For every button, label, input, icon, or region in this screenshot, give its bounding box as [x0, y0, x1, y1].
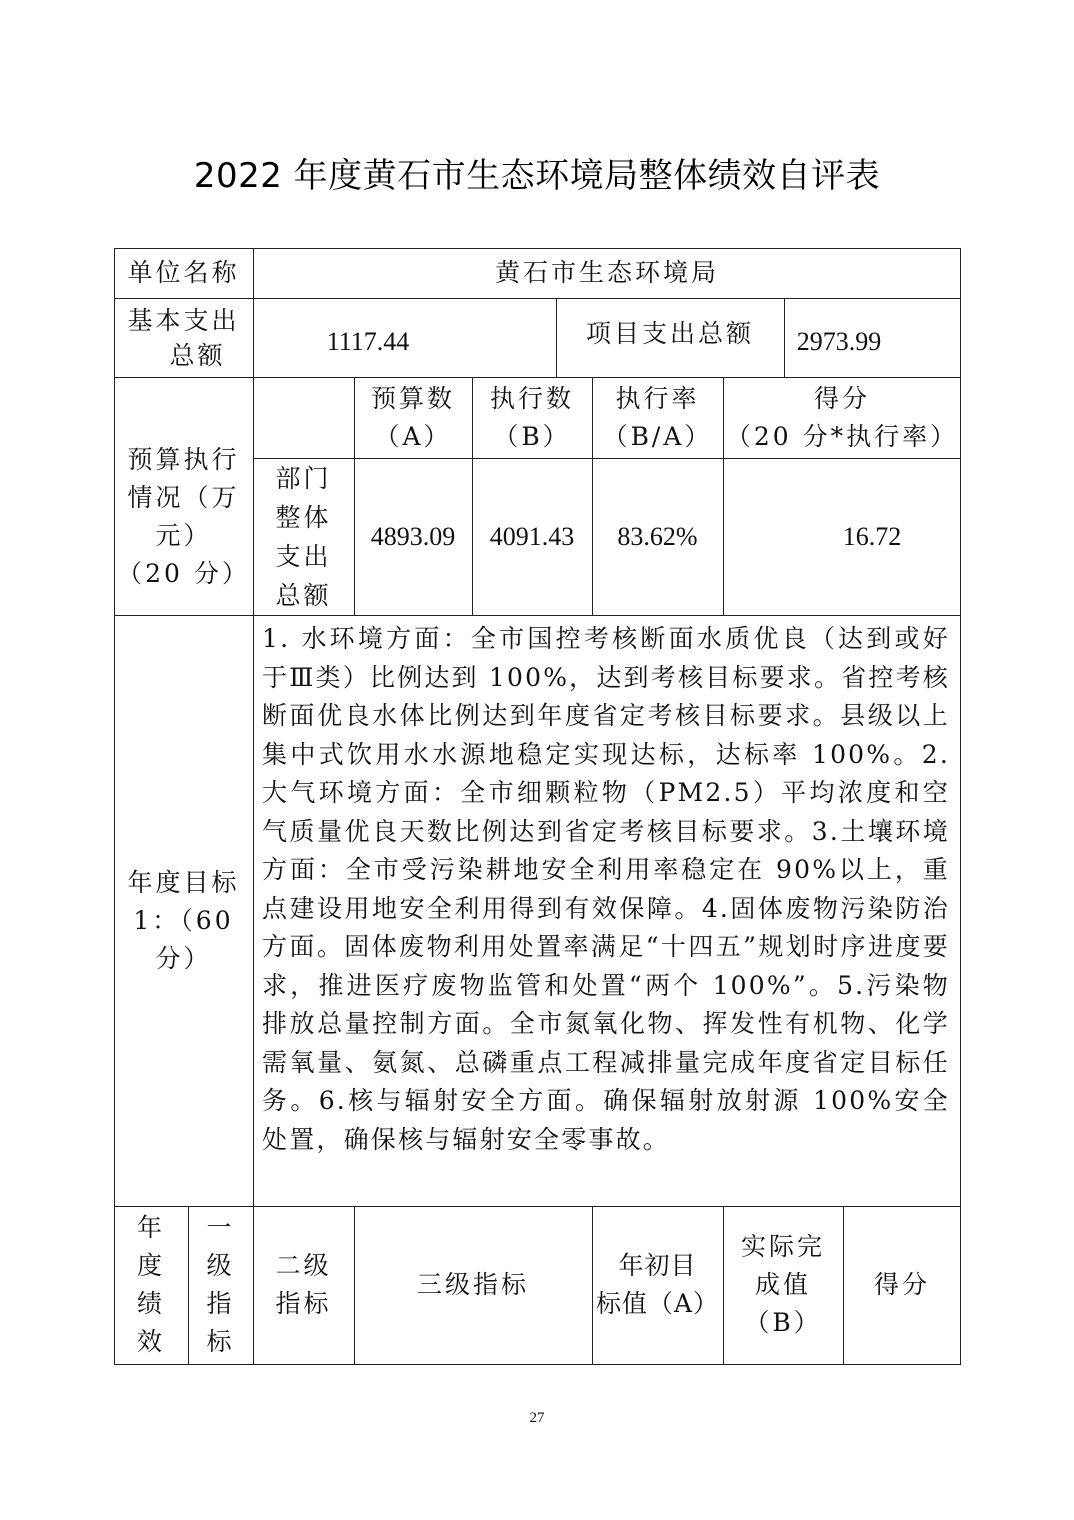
dept-total-label-line: 部门 — [275, 463, 332, 493]
header-score-line: 得分 — [813, 383, 870, 413]
dept-total-label — [253, 458, 354, 615]
executed-value: 4091.43 — [489, 521, 575, 551]
annual-perf-char: 绩 — [136, 1289, 165, 1318]
annual-goal-label-line: 1：（60 — [133, 905, 234, 935]
level1-char: 一 — [206, 1213, 235, 1242]
actual-line: （B） — [744, 1308, 822, 1337]
header-budget — [354, 377, 472, 458]
target-line: 年初目 — [618, 1251, 697, 1280]
header-rate — [592, 377, 723, 458]
annual-goal-label — [114, 615, 253, 1206]
basic-expense-label-line1: 基本支出 — [127, 305, 240, 335]
budget-row-label — [114, 377, 253, 615]
annual-perf-char: 效 — [136, 1327, 165, 1356]
header-executed-line: （B） — [493, 421, 571, 451]
target-header — [592, 1206, 723, 1364]
header-executed-line: 执行数 — [489, 383, 574, 413]
budget-row-label-line: 预算执行 — [127, 445, 240, 474]
level2-line: 指标 — [275, 1289, 332, 1318]
annual-perf-char: 年 — [136, 1213, 165, 1242]
actual-line: 实际完 — [740, 1232, 825, 1261]
project-expense-value: 2973.99 — [796, 326, 882, 356]
level2-line: 二级 — [275, 1251, 332, 1280]
level1-char: 标 — [206, 1327, 235, 1356]
basic-expense-label — [114, 298, 253, 377]
dept-total-label-line: 支出 — [275, 541, 332, 571]
score-header: 得分 — [873, 1270, 930, 1299]
dept-total-label-line: 总额 — [275, 580, 332, 610]
budget-row-label-line: （20 分） — [117, 559, 250, 588]
budget-value: 4893.09 — [370, 521, 456, 551]
target-line: 标值（A） — [595, 1289, 720, 1318]
header-budget-line: 预算数 — [370, 383, 455, 413]
header-executed — [472, 377, 592, 458]
actual-header — [723, 1206, 843, 1364]
header-budget-line: （A） — [374, 421, 452, 451]
rate-value: 83.62% — [617, 521, 698, 551]
header-score — [723, 377, 961, 458]
project-expense-label: 项目支出总额 — [585, 318, 754, 348]
annual-goal-text: 1. 水环境方面：全市国控考核断面水质优良（达到或好于Ⅲ类）比例达到 100%，达到考核目标要求。省控考核断面优良水体比例达到年度省定考核目标要求。县级以上集中式饮用水水源地稳定实现达标，达标率 100%。2. 大气环境方面：全市细颗粒物（PM2.5）平均浓度和空气质量优良天数比例达到省定考核目标要求。3.土壤环境方面：全市受污染耕地安全利用率稳定在 90%以上，重点建设用地安全利用得到有效保障。4.固体废物污染防治方面。固体废物利用处置率满足“十四五”规划时序进度要求，推进医疗废物监管和处置“两个 100%”。5.污染物排放总量控制方面。全市氮氧化物、挥发性有机物、化学需氧量、氨氮、总磷重点工程减排量完成年度省定目标任务。6.核与辐射安全方面。确保辐射放射源 100%安全处置，确保核与辐射安全零事故。 — [262, 624, 950, 1154]
annual-perf-header — [114, 1206, 188, 1364]
level1-char: 级 — [206, 1251, 235, 1280]
score-value: 16.72 — [842, 521, 902, 551]
annual-goal-label-line: 年度目标 — [127, 867, 240, 897]
level1-char: 指 — [206, 1289, 235, 1318]
level3-header: 三级指标 — [416, 1270, 529, 1299]
actual-line: 成值 — [754, 1270, 811, 1299]
page-number: 27 — [529, 1410, 545, 1426]
budget-row-label-line: 情况（万 — [127, 483, 240, 512]
page-title: 2022 年度黄石市生态环境局整体绩效自评表 — [193, 156, 881, 196]
level1-header — [188, 1206, 253, 1364]
basic-expense-label-line2: 总额 — [169, 340, 226, 370]
annual-goal-label-line: 分） — [155, 943, 212, 973]
header-rate-line: （B/A） — [602, 421, 713, 451]
dept-total-label-line: 整体 — [275, 502, 332, 532]
basic-expense-value: 1117.44 — [326, 326, 410, 356]
unit-name-label: 单位名称 — [127, 258, 240, 287]
budget-row-label-line: 元） — [155, 521, 212, 550]
header-score-line: （20 分*执行率） — [725, 421, 959, 451]
annual-perf-char: 度 — [136, 1251, 165, 1280]
header-rate-line: 执行率 — [615, 383, 700, 413]
unit-name-value: 黄石市生态环境局 — [494, 258, 719, 287]
level2-header — [253, 1206, 354, 1364]
